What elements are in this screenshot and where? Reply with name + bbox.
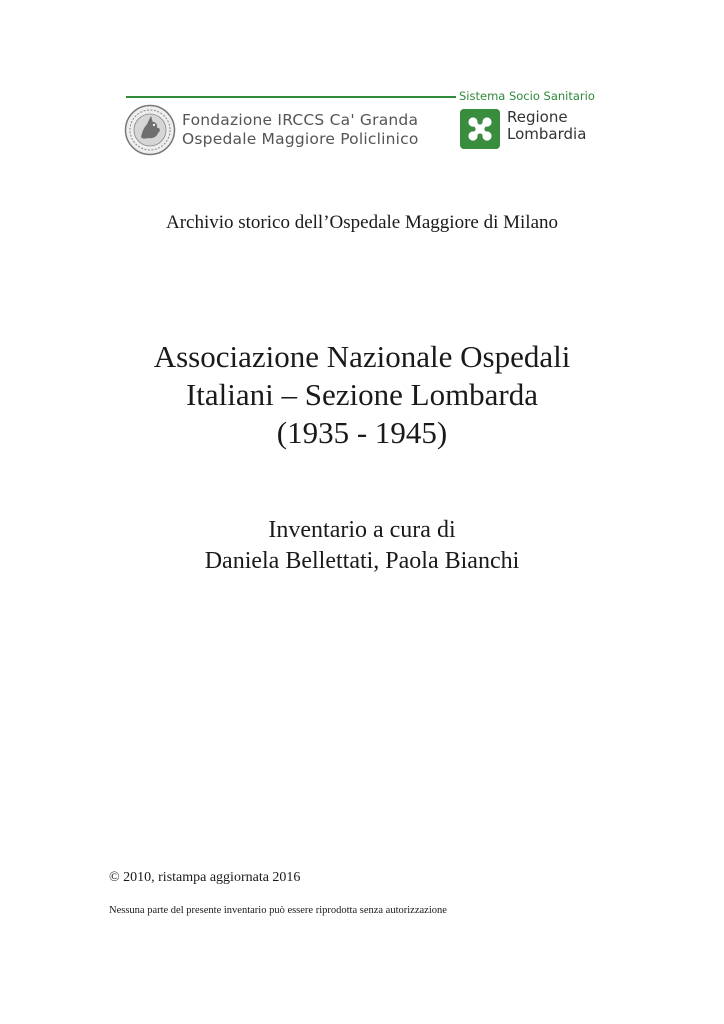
regione-line2: Lombardia [507, 125, 587, 143]
foundation-line1: Fondazione IRCCS Ca' Granda [182, 111, 419, 129]
regione-name [507, 109, 586, 143]
header-rule [126, 96, 456, 98]
regione-line1: Regione [507, 108, 568, 126]
foundation-line2: Ospedale Maggiore Policlinico [182, 130, 419, 148]
main-title [0, 338, 724, 452]
sistema-label: Sistema Socio Sanitario [459, 89, 595, 103]
header-logos [120, 84, 610, 156]
title-line: Associazione Nazionale Ospedali [153, 339, 571, 374]
inventory-line1: Inventario a cura di [268, 517, 456, 543]
title-line: (1935 - 1945) [276, 415, 448, 450]
inventory-credit [0, 515, 724, 577]
regione-cross-icon [460, 109, 500, 149]
archive-title: Archivio storico dell’Ospedale Maggiore di Milano [165, 212, 559, 233]
copyright-text: © 2010, ristampa aggiornata 2016 [109, 870, 301, 885]
seal-logo-icon [124, 104, 176, 156]
foundation-name [182, 111, 419, 149]
title-line: Italiani – Sezione Lombarda [185, 377, 539, 412]
inventory-authors: Daniela Bellettati, Paola Bianchi [204, 548, 520, 574]
reproduction-notice: Nessuna parte del presente inventario può essere riprodotta senza autorizzazione [109, 905, 447, 916]
